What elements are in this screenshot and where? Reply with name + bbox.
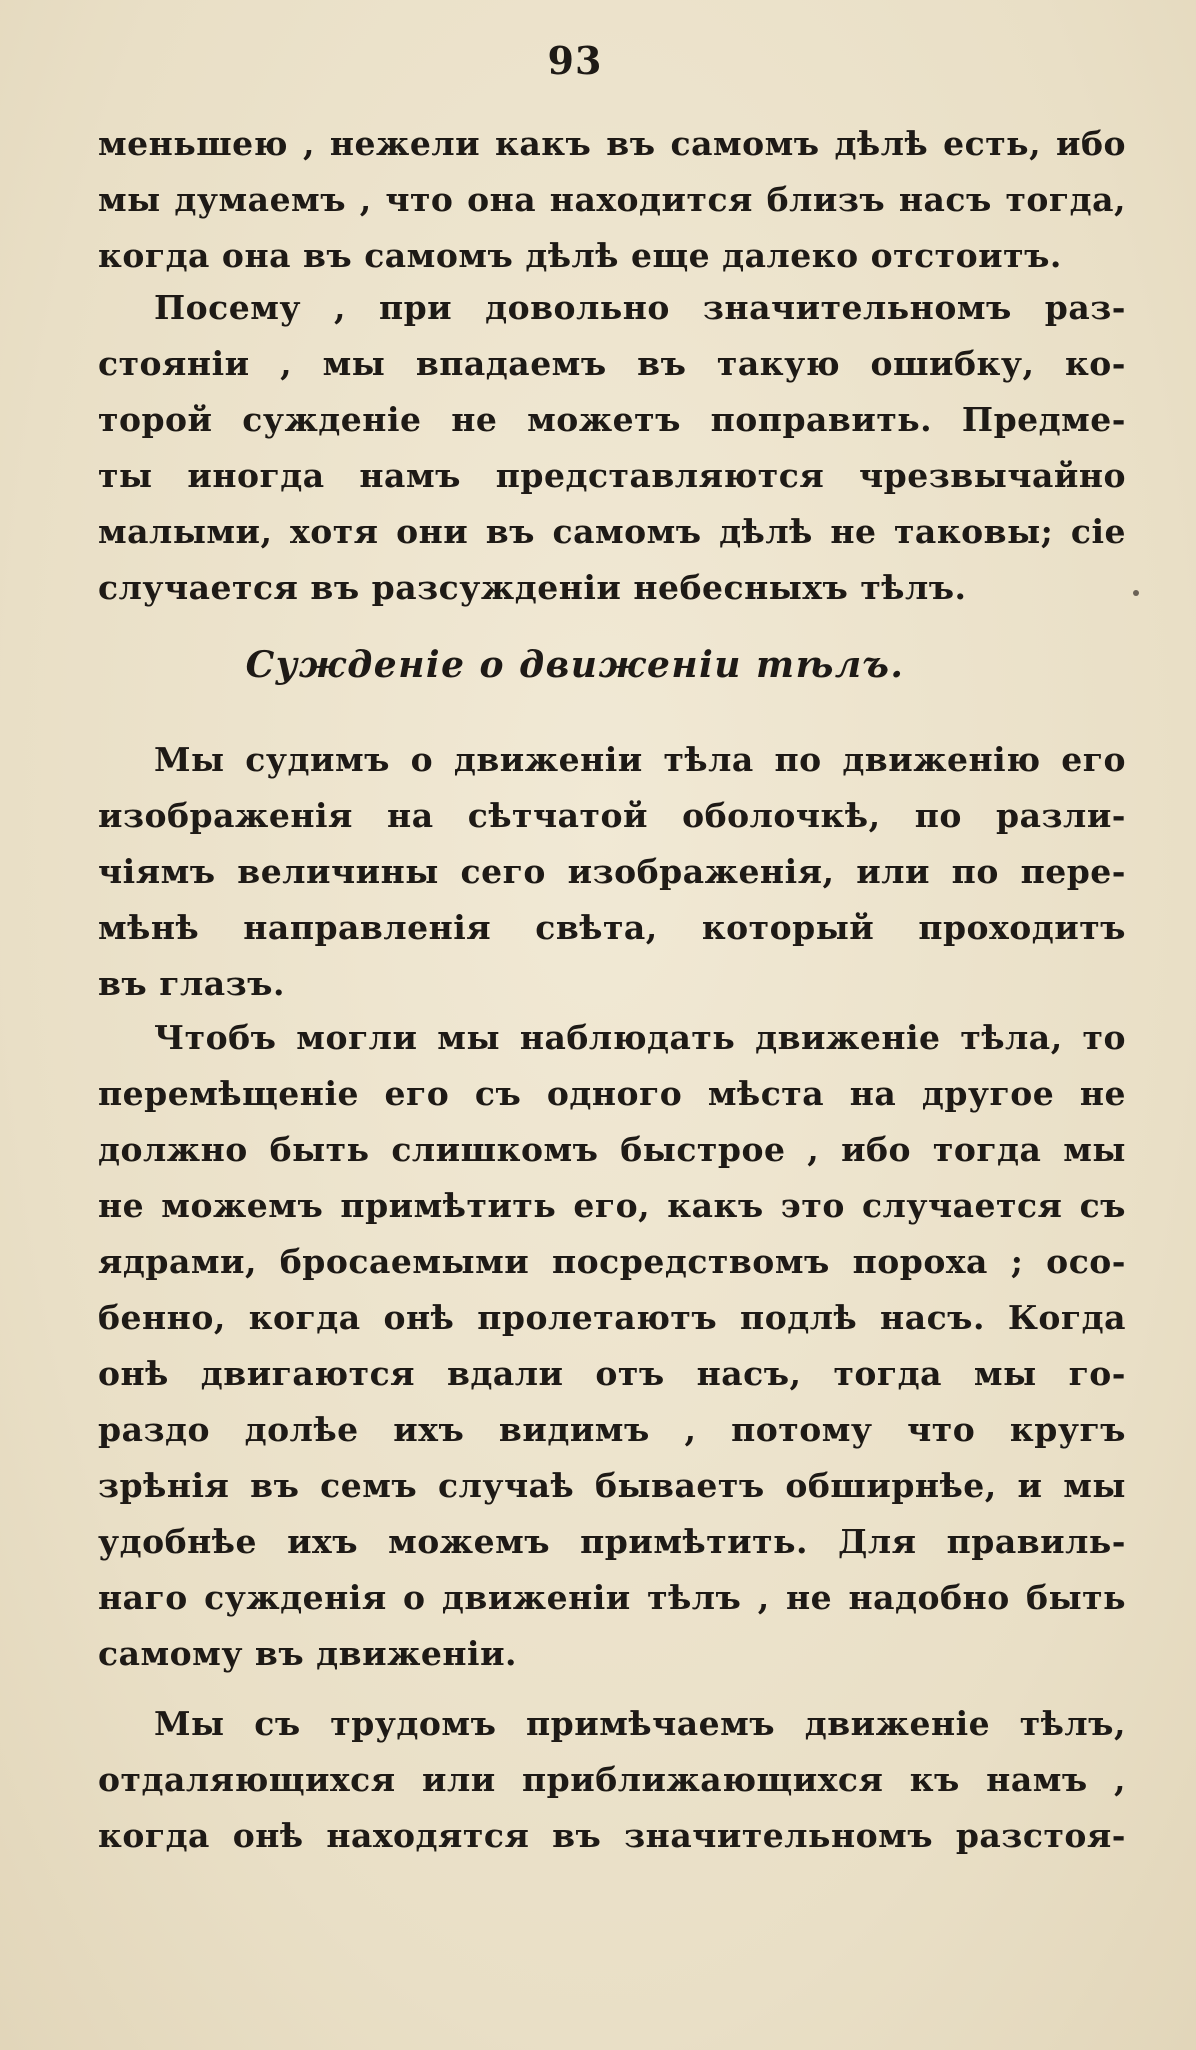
- paragraph-continuation: [98, 116, 1126, 284]
- text-line: удобнѣе ихъ можемъ примѣтить. Для правиль-: [98, 1522, 1126, 1561]
- text-line: чіямъ величины сего изображенія, или по пере-: [98, 852, 1126, 891]
- text-line: самому въ движеніи.: [98, 1634, 518, 1673]
- text-line: изображенія на сѣтчатой оболочкѣ, по разли-: [98, 796, 1126, 835]
- paragraph-observing-motion: [98, 1010, 1126, 1682]
- text-line: перемѣщеніе его съ одного мѣста на другое не: [98, 1074, 1126, 1113]
- paragraph-motion-judgement: [98, 732, 1126, 1012]
- text-line: когда она въ самомъ дѣлѣ еще далеко отстоитъ.: [98, 236, 1062, 275]
- paragraph-distance-error: [98, 280, 1126, 616]
- text-line: ядрами, бросаемыми посредствомъ пороха ; осо-: [98, 1242, 1126, 1281]
- text-line: Посему , при довольно значительномъ раз-: [154, 288, 1126, 327]
- text-line: не можемъ примѣтить его, какъ это случается съ: [98, 1186, 1126, 1225]
- text-line: малыми, хотя они въ самомъ дѣлѣ не таковы; сіе: [98, 512, 1126, 551]
- text-line: Мы судимъ о движеніи тѣла по движенію его: [154, 740, 1126, 779]
- section-heading: Сужденіе о движеніи тѣлъ.: [245, 644, 905, 686]
- text-line: мы думаемъ , что она находится близъ насъ тогда,: [98, 180, 1126, 219]
- text-line: случается въ разсужденіи небесныхъ тѣлъ.: [98, 568, 967, 607]
- text-line: мѣнѣ направленія свѣта, который проходитъ: [98, 908, 1126, 947]
- paragraph-receding-bodies: [98, 1696, 1126, 1864]
- text-line: раздо долѣе ихъ видимъ , потому что кругъ: [98, 1410, 1126, 1449]
- text-line: стояніи , мы впадаемъ въ такую ошибку, ко-: [98, 344, 1126, 383]
- text-line: онѣ двигаются вдали отъ насъ, тогда мы го-: [98, 1354, 1126, 1393]
- text-line: Чтобъ могли мы наблюдать движеніе тѣла, то: [154, 1018, 1126, 1057]
- text-line: меньшею , нежели какъ въ самомъ дѣлѣ есть, ибо: [98, 124, 1126, 163]
- text-line: отдаляющихся или приближающихся къ намъ ,: [98, 1760, 1126, 1799]
- text-line: въ глазъ.: [98, 964, 285, 1003]
- text-line: должно быть слишкомъ быстрое , ибо тогда мы: [98, 1130, 1126, 1169]
- text-line: когда онѣ находятся въ значительномъ разстоя-: [98, 1816, 1126, 1855]
- ink-speck: [1133, 590, 1139, 596]
- text-line: торой сужденіе не можетъ поправить. Предме-: [98, 400, 1126, 439]
- text-line: наго сужденія о движеніи тѣлъ , не надобно быть: [98, 1578, 1126, 1617]
- text-line: бенно, когда онѣ пролетаютъ подлѣ насъ. Когда: [98, 1298, 1126, 1337]
- text-line: зрѣнія въ семъ случаѣ бываетъ обширнѣе, и мы: [98, 1466, 1126, 1505]
- page-number: 93: [547, 38, 603, 83]
- text-line: ты иногда намъ представляются чрезвычайно: [98, 456, 1126, 495]
- text-line: Мы съ трудомъ примѣчаемъ движеніе тѣлъ,: [154, 1704, 1126, 1743]
